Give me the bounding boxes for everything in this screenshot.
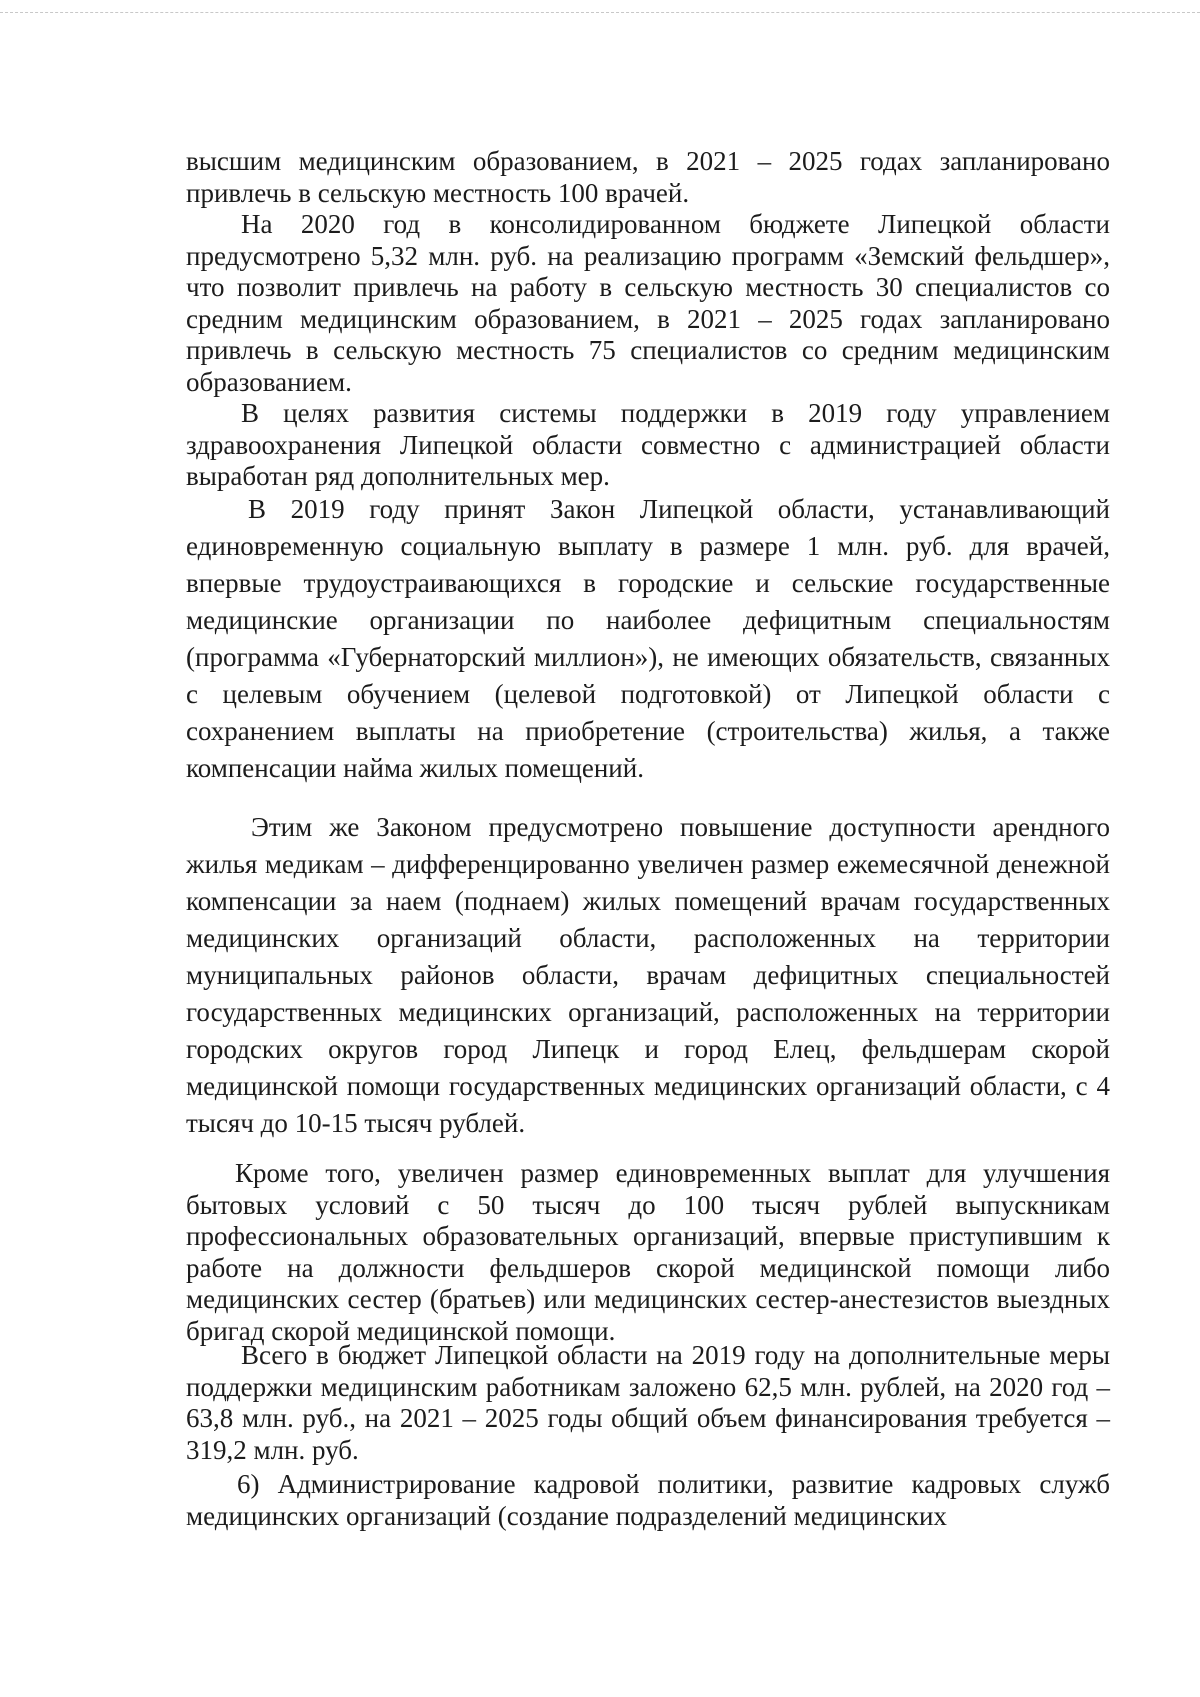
paragraph-5: Этим же Законом предусмотрено повышение доступности арендного жилья медикам – дифференцированно увеличен размер ежемесячной денежной компенсации за наем (поднаем) жилых помещений врачам государственных медицинских организаций области, расположенных на территории муниципальных районов области, врачам дефицитных специальностей государственных медицинских организаций, расположенных на территории городских округов город Липецк и город Елец, фельдшерам скорой медицинской помощи государственных медицинских организаций области, с 4 тысяч до 10-15 тысяч рублей. — [186, 812, 1110, 1138]
paragraph-8: 6) Администрирование кадровой политики, развитие кадровых служб медицинских организаций (создание подразделений медицинских — [186, 1469, 1110, 1531]
paragraph-2: На 2020 год в консолидированном бюджете Липецкой области предусмотрено 5,32 млн. руб. на реализацию программ «Земский фельдшер», что позволит привлечь на работу в сельскую местность 30 специалистов со средним медицинским образованием, в 2021 – 2025 годах запланировано привлечь в сельскую местность 75 специалистов со средним медицинским образованием. — [186, 209, 1110, 397]
paragraph-1: высшим медицинским образованием, в 2021 – 2025 годах запланировано привлечь в сельскую местность 100 врачей. — [186, 146, 1110, 208]
paragraph-4: В 2019 году принят Закон Липецкой области, устанавливающий единовременную социальную выплату в размере 1 млн. руб. для врачей, впервые трудоустраивающихся в городские и сельские государственные медицинские организации по наиболее дефицитным специальностям (программа «Губернаторский миллион»), не имеющих обязательств, связанных с целевым обучением (целевой подготовкой) от Липецкой области с сохранением выплаты на приобретение (строительства) жилья, а также компенсации найма жилых помещений. — [186, 494, 1110, 783]
paragraph-7: Всего в бюджет Липецкой области на 2019 году на дополнительные меры поддержки медицинским работникам заложено 62,5 млн. рублей, на 2020 год – 63,8 млн. руб., на 2021 – 2025 годы общий объем финансирования требуется – 319,2 млн. руб. — [186, 1340, 1110, 1465]
paragraph-3: В целях развития системы поддержки в 2019 году управлением здравоохранения Липецкой области совместно с администрацией области выработан ряд дополнительных мер. — [186, 398, 1110, 491]
scan-edge-line — [0, 12, 1200, 13]
paragraph-6: Кроме того, увеличен размер единовременных выплат для улучшения бытовых условий с 50 тысяч до 100 тысяч рублей выпускникам профессиональных образовательных организаций, впервые приступившим к работе на должности фельдшеров скорой медицинской помощи либо медицинских сестер (братьев) или медицинских сестер-анестезистов выездных бригад скорой медицинской помощи. — [186, 1158, 1110, 1346]
